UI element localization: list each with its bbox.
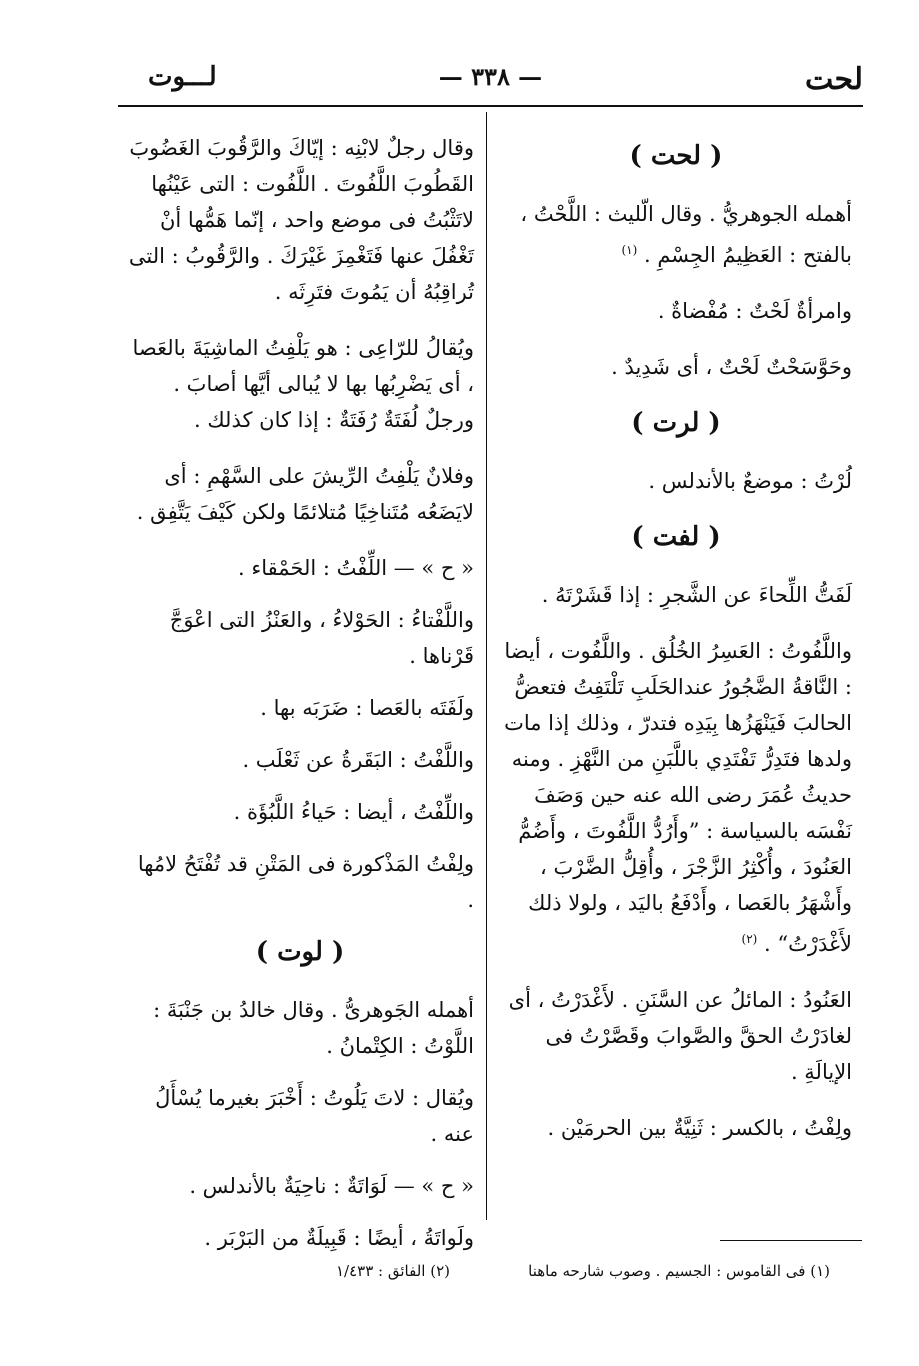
- entry-paragraph: واللَّفْتاءُ : الحَوْلاءُ ، والعَنْزُ التى اعْوَجَّ قَرْناها .: [169, 608, 474, 668]
- entry-paragraph: لُرْتُ : موضعٌ بالأندلس .: [648, 469, 852, 493]
- entry-paragraph: واللَّفْتُ : البَقَرةُ عن ثَعْلَب .: [242, 748, 474, 772]
- entry-paragraph: وحَوَّسَحْتٌ لَحْتٌ ، أى شَدِيدٌ .: [611, 355, 852, 379]
- entry-paragraph: واللَّفُوتُ : العَسِرُ الخُلُق . واللَّفُوت ، أيضا : النَّاقةُ الضَّجُورُ عندالحَلَبِ تَلْتَفِتُ فتعضُّ الحالبَ فَيَنْهَزُها بِيَدِه فتدرّ ، وذلك إذا مات ولدها فتَدِرُّ تَفْتَدِي باللَّبَنِ من النَّهْزِ . ومنه حديثُ عُمَرَ رضى الله عنه حين وَصَفَ نَفْسَه بالسياسة : ”وأَرُدُّ اللَّفُوتَ ، وأَضُمُّ العَنُودَ ، وأُكْثِرُ الزَّجْرَ ، وأُقِلُّ الضَّرْبَ ، وأَشْهَرُ بالعَصا ، وأَدْفَعُ باليَد ، ولولا ذلك لأَغْدَرْتُ“ . $^{(٢)}$: [504, 639, 852, 956]
- entry-paragraph: ويُقالُ للرّاعِى : هو يَلْفِتُ الماشِيَةَ بالعَصا ، أى يَضْرِبُها بها لا يُبالى أيَّها أصابَ . ورجلٌ لُفَتَةٌ رُفَتَةٌ : إذا كان كذلك .: [132, 336, 474, 432]
- entry-paragraph: ولِفْتُ ، بالكسر : ثَنِيَّةٌ بين الحرمَيْن .: [547, 1116, 852, 1140]
- entry-paragraph: ولَواتَةُ ، أيضًا : قَبِيلَةٌ من البَرْبَر .: [204, 1226, 474, 1250]
- page-number: — ٣٣٨ —: [438, 62, 543, 91]
- entry-paragraph: لَفَتُّ اللِّحاءَ عن الشَّجرِ : إذا قَشَرْتَهُ .: [541, 583, 852, 607]
- entry-paragraph: ولَفَتَه بالعَصا : ضَرَبَه بها .: [260, 696, 474, 720]
- footnote-2: (٢) الفائق : ١/٤٣٣: [336, 1262, 450, 1280]
- header-entry-title-left: لـــوت: [148, 62, 217, 92]
- entry-paragraph: وفلانٌ يَلْفِتُ الرِّيشَ على السَّهْمِ : أى لايَضَعُه مُتَناخِيًا مُتلائمًا ولكن كَيْفَ يَتَّفِق .: [136, 464, 474, 524]
- entry-paragraph: « ح » — اللِّفْتُ : الحَمْقاء .: [238, 556, 474, 580]
- entry-paragraph: ولِفْتُ المَذْكورة فى المَتْنِ قد تُفْتَحُ لامُها .: [137, 852, 474, 912]
- entry-heading: ( لحت ): [629, 141, 723, 171]
- header-entry-title-right: لحت: [805, 62, 863, 97]
- column-divider: [486, 112, 487, 1220]
- entry-paragraph: ويُقال : لاتَ يَلُوتُ : أَخْبَرَ بغيرما يُسْأَلُ عنه .: [155, 1086, 474, 1146]
- entry-paragraph: وقال رجلٌ لابْنِه : إيّاكَ والرَّقُوبَ الغَضُوبَ القَطُوبَ اللَّفُوتَ . اللَّفُوت : التى عَيْنُها لاتَثْبُتُ فى موضع واحد ، إنّما هَمُّها أنْ تَغْفُلَ عنها فَتَغْمِزَ غَيْرَكَ . والرَّقُوبُ : التى تُراقِبُهُ أن يَمُوتَ فتَرِثَه .: [128, 136, 474, 304]
- footnote-marker: (٢): [741, 932, 758, 946]
- entry-heading: ( لفت ): [631, 522, 721, 552]
- footnote-marker: (١): [621, 243, 638, 257]
- entry-paragraph: واللِّفْتُ ، أيضا : حَياءُ اللَّبُؤَة .: [233, 800, 474, 824]
- footnote-rule: [720, 1240, 862, 1241]
- entry-paragraph: أهمله الجوهريُّ . وقال الّليث : اللَّحْتُ ، بالفتح : العَظِيمُ الجِسْمِ . $^{(١)}$: [520, 202, 852, 267]
- entry-paragraph: أهمله الجَوهرىُّ . وقال خالدُ بن جَنْبَةَ : اللَّوْتُ : الكِتْمانُ .: [153, 998, 474, 1058]
- entry-paragraph: وامرأةٌ لَحْتٌ : مُفْضاةٌ .: [657, 299, 852, 323]
- left-column: [126, 130, 474, 1272]
- entry-paragraph: « ح » — لَوَاتَةٌ : ناحِيَةٌ بالأندلس .: [189, 1174, 474, 1198]
- entry-paragraph: العَنُودُ : المائلُ عن السَّنَنِ . لأَغْدَرْتُ ، أى لغادَرْتُ الحقَّ والصَّوابَ وقَصَّرْتُ فى الإيالَةِ .: [508, 988, 852, 1084]
- page-header: [118, 52, 863, 102]
- right-column: [500, 130, 852, 1166]
- entry-heading: ( لرت ): [631, 408, 721, 438]
- footnote-1: (١) فى القاموس : الجسيم . وصوب شارحه ماهنا: [528, 1262, 830, 1280]
- header-rule: [118, 105, 863, 107]
- entry-heading: ( لوت ): [255, 937, 345, 967]
